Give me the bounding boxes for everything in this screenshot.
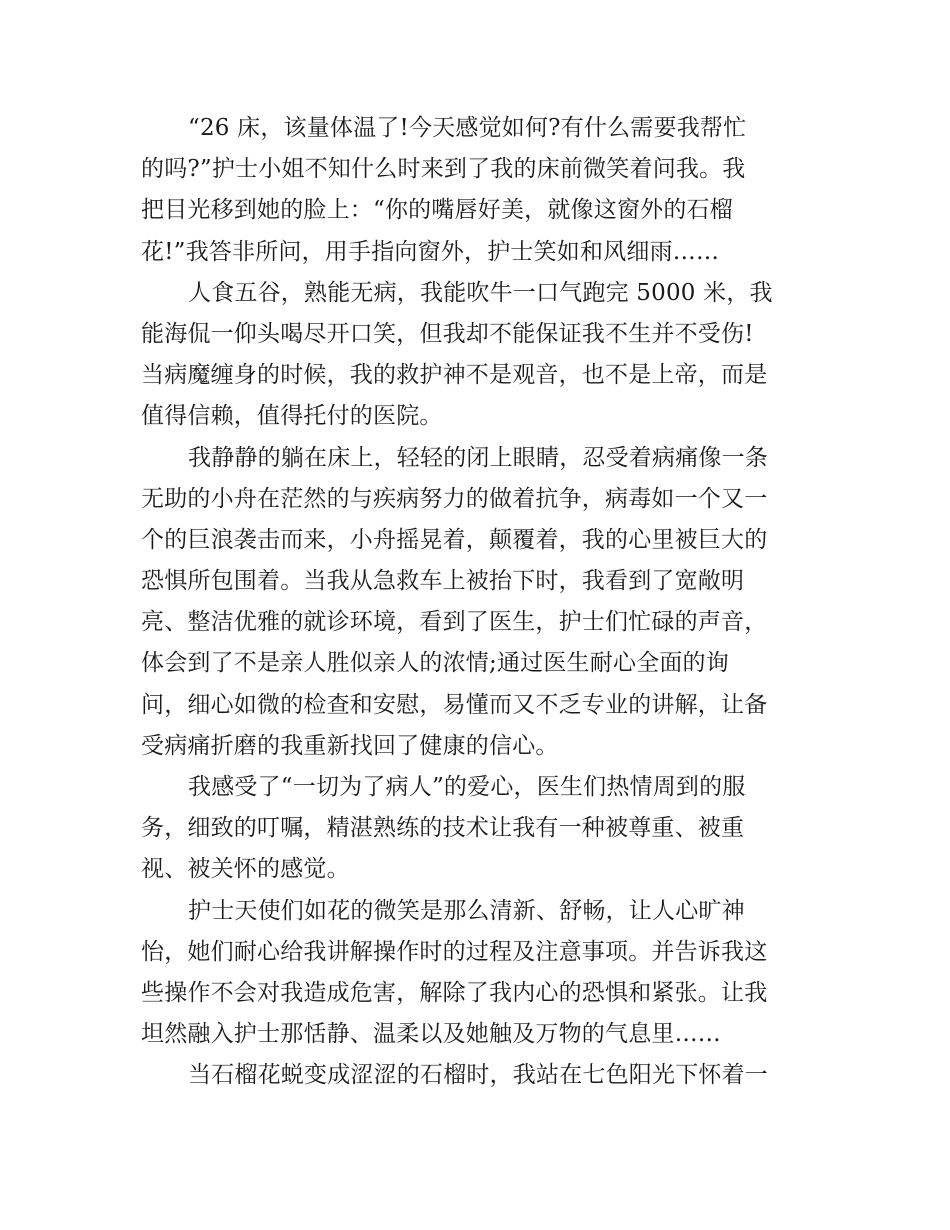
text-line: 护士天使们如花的微笑是那么清新、舒畅，让人心旷神 (188, 897, 745, 924)
text-line: 当病魔缠身的时候，我的救护神不是观音，也不是上帝，而是 (141, 362, 768, 389)
text-line: 我感受了“一切为了病人”的爱心，医生们热情周到的服 (188, 774, 746, 800)
text-line: 体会到了不是亲人胜似亲人的浓情;通过医生耐心全面的询 (141, 650, 729, 677)
text-line: 花!”我答非所问，用手指向窗外，护士笑如和风细雨…… (141, 238, 720, 265)
text-line: 问，细心如微的检查和安慰，易懂而又不乏专业的讲解，让备 (141, 691, 768, 718)
text-line: 务，细致的叮嘱，精湛熟练的技术让我有一种被尊重、被重 (141, 815, 745, 842)
text-line: 我静静的躺在床上，轻轻的闭上眼睛，忍受着病痛像一条 (188, 444, 768, 471)
text-line: 亮、整洁优雅的就诊环境，看到了医生，护士们忙碌的声音， (141, 609, 768, 636)
text-line: 能海侃一仰头喝尽开口笑，但我却不能保证我不生并不受伤! (141, 320, 754, 347)
text-line: “26 床，该量体温了!今天感觉如何?有什么需要我帮忙 (188, 115, 747, 141)
body-text (141, 108, 813, 1097)
text-line: 些操作不会对我造成危害，解除了我内心的恐惧和紧张。让我 (141, 979, 768, 1006)
paragraph (141, 1055, 813, 1096)
paragraph (141, 438, 813, 768)
text-line: 坦然融入护士那恬静、温柔以及她触及万物的气息里…… (141, 1021, 721, 1048)
text-line: 受病痛折磨的我重新找回了健康的信心。 (141, 732, 559, 759)
paragraph (141, 767, 813, 891)
text-line: 的吗?”护士小姐不知什么时来到了我的床前微笑着问我。我 (141, 156, 746, 183)
paragraph (141, 108, 813, 273)
text-line: 把目光移到她的脸上：“你的嘴唇好美，就像这窗外的石榴 (141, 197, 733, 224)
text-line: 值得信赖，值得托付的医院。 (141, 403, 443, 430)
text-line: 当石榴花蜕变成涩涩的石榴时，我站在七色阳光下怀着一 (188, 1062, 768, 1089)
paragraph (141, 891, 813, 1056)
paragraph (141, 273, 813, 438)
text-line: 人食五谷，熟能无病，我能吹牛一口气跑完 5000 米，我 (188, 279, 773, 306)
text-line: 视、被关怀的感觉。 (141, 856, 350, 883)
text-line: 恐惧所包围着。当我从急救车上被抬下时，我看到了宽敞明 (141, 568, 745, 595)
text-line: 个的巨浪袭击而来，小舟摇晃着，颠覆着，我的心里被巨大的 (141, 526, 768, 553)
text-line: 无助的小舟在茫然的与疾病努力的做着抗争，病毒如一个又一 (141, 485, 768, 512)
text-line: 怡，她们耐心给我讲解操作时的过程及注意事项。并告诉我这 (141, 938, 768, 965)
